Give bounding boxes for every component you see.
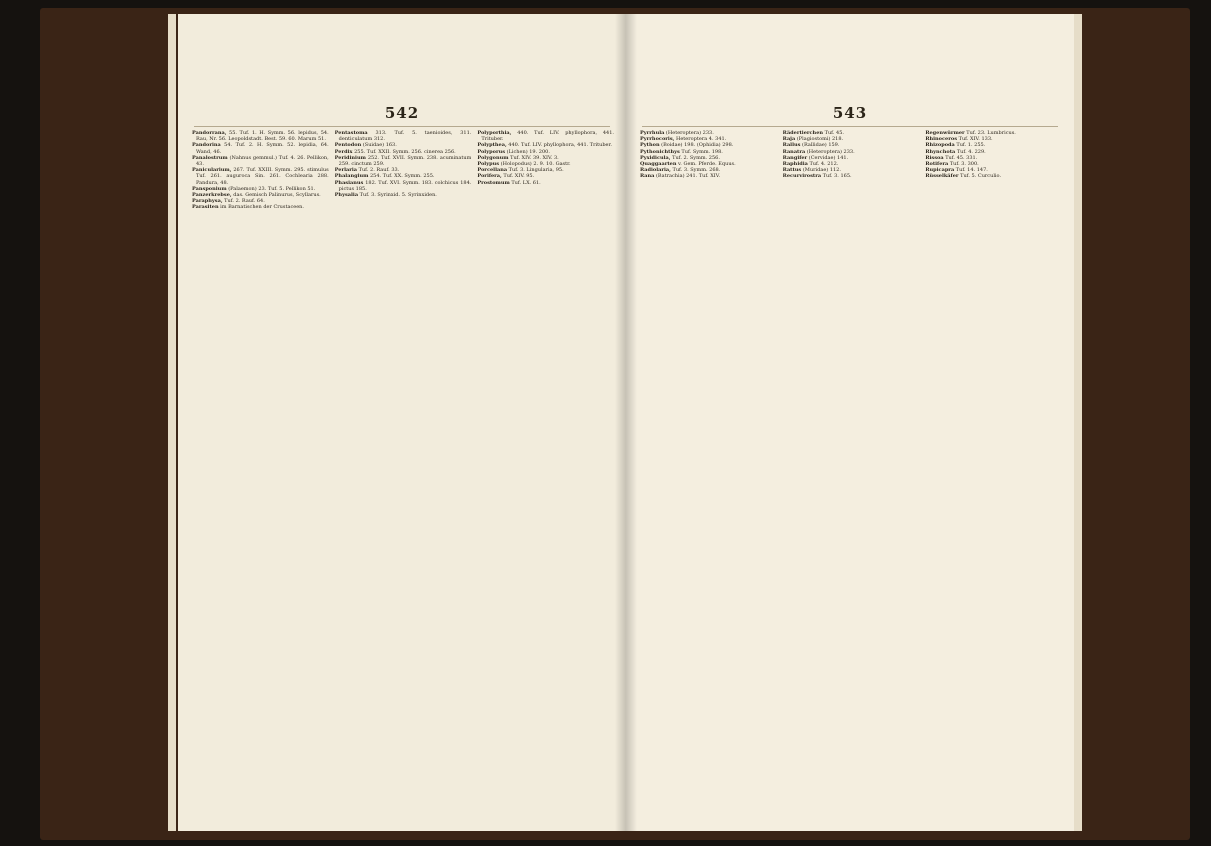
page-number-right: 543 [832,104,868,122]
index-references: Tuf. 4. 229. [955,148,986,155]
index-lemma: Panalostrum [192,154,228,161]
index-lemma: Radiolaria, [640,167,671,174]
index-column [335,130,472,813]
index-lemma: Rhynchota [925,148,956,155]
index-column [640,130,777,813]
index-references: Tuf. 3. Symm. 268. [670,167,721,174]
index-entry [192,167,329,186]
index-entry [192,155,329,167]
index-lemma: Python [640,142,660,149]
index-lemma: Paraphysa, [192,198,223,205]
header-rule-right [642,126,1058,127]
index-references: (Heteroptera) 233. [805,148,855,155]
index-references: im Barnatischen der Crustaceen. [218,204,304,211]
index-lemma: Pentastoma [334,130,368,136]
index-references: 440. Tuf. LIV. phyllophora, 441. Trituber. [506,142,612,149]
index-references: Tuf. XIV. 95. [501,173,535,180]
index-references: 55. Tuf. 1. H. Symm. 56. lepidus, 54. Rau, Nr. 56. Leopoldstadt. Best. 59. 60. Marum 51. [196,130,329,143]
index-references: (Suidae) 163. [361,142,397,149]
index-entry [640,173,777,179]
index-column [925,130,1062,813]
index-lemma: Panzerkrebse, [192,192,232,199]
index-references: Tuf. 14. 147. [954,167,988,174]
index-references: Tuf. 2. Symm. 256. [670,154,720,161]
index-references: v. Gem. Pferde. Equus. [676,161,736,168]
index-references: 252. Tuf. XVII. Symm. 238. acuminatum 259. cinctum 259. [338,154,472,168]
index-entry [477,180,614,186]
index-entry [192,204,329,210]
index-column [477,130,614,813]
index-lemma: Polyporus [477,148,506,155]
index-references: (Lichen) 19. 200. [505,148,550,155]
index-references: (Cervidae) 141. [807,154,849,161]
index-entry [192,130,329,142]
header-rule-left [194,126,610,127]
index-lemma: Porifera, [477,173,502,180]
index-entry [335,180,472,192]
index-entry [192,142,329,154]
index-lemma: Recurvirostra [782,173,822,180]
index-references: 182. Tuf. XVI. Symm. 183. colchicus 184. pictus 185. [338,179,472,192]
index-lemma: Rüsselkäfer [925,173,959,180]
index-lemma: Physalia [334,192,359,199]
index-references: 440. Tuf. LIV. phyllophora, 441. Trituber. [481,130,615,143]
index-references: Tuf. 3. Lingularia, 95. [507,167,564,174]
index-lemma: Regenwürmer [925,130,965,136]
index-entry [335,155,472,167]
index-references: Tuf. 3. 300. [948,161,979,168]
index-references: Tuf. 45. [823,130,844,136]
index-lemma: Phalangium [334,173,369,180]
index-column [783,130,920,813]
index-entry [335,192,472,198]
index-references: das. Gemisch Palinurus, Scyllarus. [231,192,321,199]
index-lemma: Rhinoceros [925,136,958,143]
index-references: 255. Tuf. XXII. Symm. 256. cinerea 256. [352,148,456,155]
index-lemma: Prostomum [477,179,510,186]
index-references: (Palaemon) 23. Tuf. 5. Pellikon 51. [226,185,316,192]
index-references: Tuf. XIV. 133. [957,136,993,143]
index-lemma: Panicularium, [192,167,232,174]
book-binding [40,8,1190,840]
index-lemma: Parasiten [192,204,219,211]
index-references: Tuf. 3. 165. [821,173,852,180]
index-references: Tuf. XIV. 39. XIV. 3. [508,154,559,161]
index-lemma: Pyrrhocoris, [640,136,675,143]
index-references: (Rallidae) 159. [800,142,840,149]
index-lemma: Pandorina [192,142,221,149]
index-lemma: Ranatra [782,148,806,155]
index-lemma: Pyxidicula, [640,154,671,161]
index-lemma: Rädertierchen [782,130,824,136]
index-references: Tuf. 23. Lumbricus. [964,130,1016,136]
index-references: (Muridae) 112. [801,167,841,174]
index-references: Tuf. 1. 255. [954,142,986,149]
index-entry [783,173,920,179]
index-references: Tuf. Symm. 198. [679,148,723,155]
index-entry [925,173,1062,179]
index-lemma: Peridinium [334,154,366,161]
index-references: Tuf. 5. Curculio. [958,173,1002,180]
index-lemma: Polygonum [477,154,509,161]
index-references: (Boidae) 198. (Ophidia) 298. [659,142,734,149]
index-lemma: Rissoa [925,154,944,161]
index-references: Tuf. 2. Rauf. 64. [222,198,265,205]
index-column [192,130,329,813]
index-lemma: Pyrrhula [640,130,665,136]
index-lemma: Rattus [782,167,802,174]
index-lemma: Pythonichthys [640,148,680,155]
left-page-edge [168,14,176,831]
index-lemma: Rangifer [782,154,808,161]
index-references: 54. Tuf. 2. H. Symm. 52. lepidia, 64. Wand, 46. [196,142,329,155]
index-lemma: Pandorrana, [192,130,227,136]
index-references: Tuf. 4. 212. [807,161,839,168]
index-lemma: Phasianus [334,179,364,186]
index-references: Tuf. 45. 331. [943,154,978,161]
index-lemma: Polypthea, [477,142,507,149]
index-references: (Plagiostomi) 218. [795,136,844,143]
index-lemma: Rallus [782,142,801,149]
right-page-edge [1074,14,1082,831]
index-lemma: Raja [782,136,796,143]
index-lemma: Quaggaarten [640,161,677,168]
index-references: (Heteroptera) 233. [664,130,714,136]
index-lemma: Porcellana [477,167,508,174]
index-lemma: Rhizopoda [925,142,955,149]
index-references: (Holopodus) 2. 9. 10. Gastr. [499,161,571,168]
right-page [626,14,1074,831]
index-references: Tuf. 2. Rauf. 33. [357,167,400,174]
index-references: Heteroptera 4. 341. [674,136,727,143]
left-page [178,14,627,831]
index-references: Tuf. LX. 61. [509,179,541,186]
index-references: (Nahnus gemmul.) Tuf. 4. 26. Pellikon, 43. [196,154,329,168]
index-entry [335,130,472,142]
index-lemma: Rotifera [925,161,949,168]
index-entry [477,130,614,142]
index-lemma: Raphidia [782,161,808,168]
index-references: (Batrachia) 241. Tuf. XIV. [654,173,721,180]
index-lemma: Polyporthia, [477,130,512,136]
index-lemma: Polypus [477,161,500,168]
index-lemma: Rupicapra [925,167,955,174]
index-lemma: Pentodon [334,142,362,149]
index-references: 313. Tuf. 5. taenioides, 311. denticulatum 312. [338,130,472,143]
index-references: Tuf. 3. Syrinxid. 5. Syrinxiden. [358,192,437,199]
index-columns-left [192,130,614,813]
index-lemma: Rana [640,173,655,180]
index-references: 254. Tuf. XX. Symm. 255. [368,173,435,180]
index-lemma: Perdix [334,148,353,155]
page-number-left: 542 [384,104,420,122]
index-lemma: Pansponium [192,185,227,192]
index-references: 267. Tuf. XXIII. Symm. 295. stimulus Tuf. 261. auguroca Sin. 261. Cochlearia 288. Pandura, 48. [196,167,329,186]
index-lemma: Perlaria [334,167,358,174]
index-columns-right [640,130,1062,813]
